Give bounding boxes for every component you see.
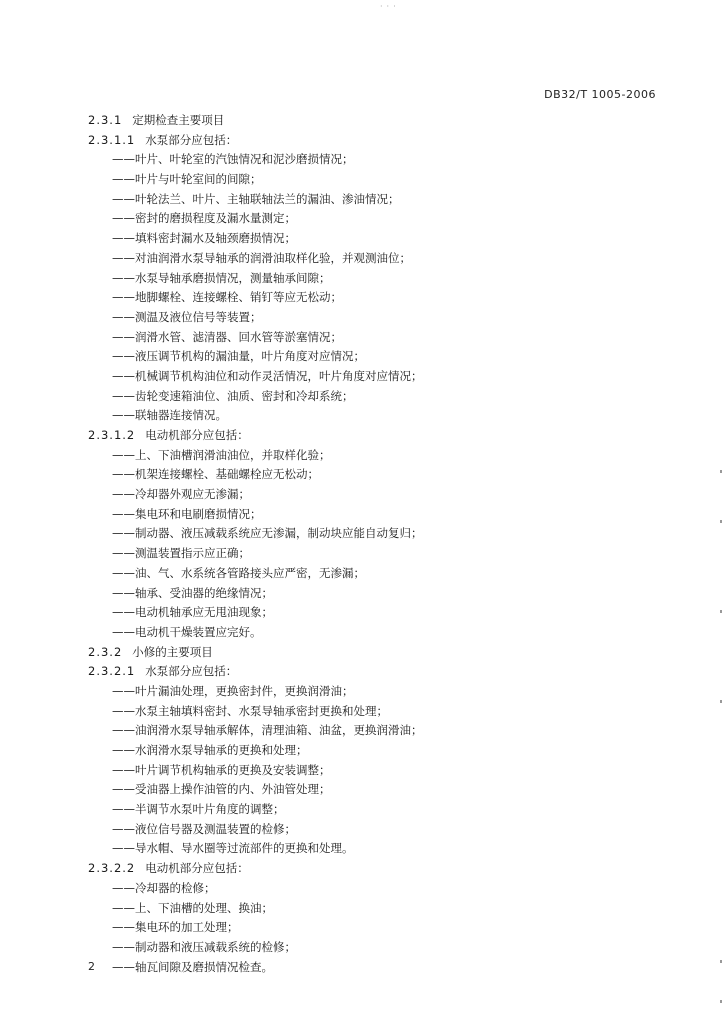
list-item: ——上、下油槽润滑油油位，并取样化验；	[112, 447, 331, 462]
list-item: ——齿轮变速箱油位、油质、密封和冷却系统；	[112, 388, 354, 403]
section-number: 2.3.2	[88, 644, 123, 659]
section-title: 电动机部分应包括：	[145, 428, 249, 442]
scan-edge-marks	[718, 0, 724, 1024]
list-item: ——机械调节机构油位和动作灵活情况，叶片角度对应情况；	[112, 368, 423, 383]
list-item: ——叶片与叶轮室间的间隙；	[112, 172, 262, 187]
page-number: 2	[88, 960, 95, 973]
list-item: ——油润滑水泵导轴承解体，清理油箱、油盆，更换润滑油；	[112, 723, 423, 738]
section-number: 2.3.1.2	[88, 428, 136, 442]
list-item: ——上、下油槽的处理、换油；	[112, 900, 273, 915]
list-item: ——电动机轴承应无甩油现象；	[112, 605, 273, 620]
section-heading	[88, 662, 668, 682]
section-number: 2.3.2.2	[88, 861, 136, 876]
list-item: ——测温装置指示应正确；	[112, 546, 250, 561]
list-item: ——叶轮法兰、叶片、主轴联轴法兰的漏油、渗油情况；	[112, 191, 400, 206]
list-item: ——水泵导轴承磨损情况，测量轴承间隙；	[112, 270, 331, 285]
section-heading	[88, 426, 668, 446]
list-item: ——叶片、叶轮室的汽蚀情况和泥沙磨损情况；	[112, 152, 354, 167]
section-number: 2.3.1	[88, 113, 123, 127]
list-item: ——受油器上操作油管的内、外油管处理；	[112, 782, 331, 797]
list-item: ——润滑水管、滤清器、回水管等淤塞情况；	[112, 329, 342, 344]
list-item: ——集电环和电刷磨损情况；	[112, 506, 262, 521]
list-item: ——机架连接螺栓、基础螺栓应无松动；	[112, 467, 319, 482]
document-body	[88, 111, 668, 977]
section-number: 2.3.1.1	[88, 132, 136, 147]
list-item: ——液位信号器及测温装置的检修；	[112, 821, 296, 836]
list-item: ——对油润滑水泵导轴承的润滑油取样化验，并观测油位；	[112, 250, 411, 265]
list-item: ——制动器、液压减载系统应无渗漏，制动块应能自动复归；	[112, 526, 423, 541]
list-item: ——轴承、受油器的绝缘情况；	[112, 585, 273, 600]
list-item: ——联轴器连接情况。	[112, 408, 227, 423]
list-item: ——水润滑水泵导轴承的更换和处理；	[112, 743, 308, 757]
list-item: ——集电环的加工处理；	[112, 920, 239, 935]
list-item: ——制动器和液压减载系统的检修；	[112, 939, 296, 954]
section-title: 水泵部分应包括：	[145, 664, 238, 679]
list-item: ——轴瓦间隙及磨损情况检查。	[112, 959, 273, 974]
section-number: 2.3.2.1	[88, 664, 136, 679]
list-item: ——液压调节机构的漏油量，叶片角度对应情况；	[112, 349, 365, 364]
list-item: ——测温及液位信号等装置；	[112, 309, 262, 324]
list-item: ——水泵主轴填料密封、水泵导轴承密封更换和处理；	[112, 703, 388, 718]
section-heading	[88, 111, 668, 131]
section-title: 定期检查主要项目	[132, 113, 225, 127]
list-item: ——地脚螺栓、连接螺栓、销钉等应无松动；	[112, 290, 342, 305]
list-item: ——冷却器外观应无渗漏；	[112, 487, 250, 502]
list-item: ——半调节水泵叶片角度的调整；	[112, 802, 285, 817]
list-item: ——冷却器的检修；	[112, 880, 216, 895]
scan-marks: ···	[380, 2, 400, 11]
section-title: 小修的主要项目	[132, 644, 213, 659]
list-item: ——电动机干燥装置应完好。	[112, 624, 262, 639]
section-heading	[88, 131, 668, 151]
list-item: ——油、气、水系统各管路接头应严密，无渗漏；	[112, 565, 365, 580]
list-item: ——密封的磨损程度及漏水量测定；	[112, 211, 296, 226]
list-item: ——叶片漏油处理，更换密封件，更换润滑油；	[112, 683, 354, 698]
section-heading	[88, 643, 668, 663]
section-title: 电动机部分应包括：	[145, 861, 249, 876]
document-number: DB32/T 1005-2006	[544, 88, 656, 101]
section-title: 水泵部分应包括：	[145, 132, 238, 147]
list-item: ——填料密封漏水及轴颈磨损情况；	[112, 231, 296, 246]
list-item: ——导水帽、导水圈等过流部件的更换和处理。	[112, 841, 354, 856]
section-heading	[88, 859, 668, 879]
list-item: ——叶片调节机构轴承的更换及安装调整；	[112, 762, 331, 777]
